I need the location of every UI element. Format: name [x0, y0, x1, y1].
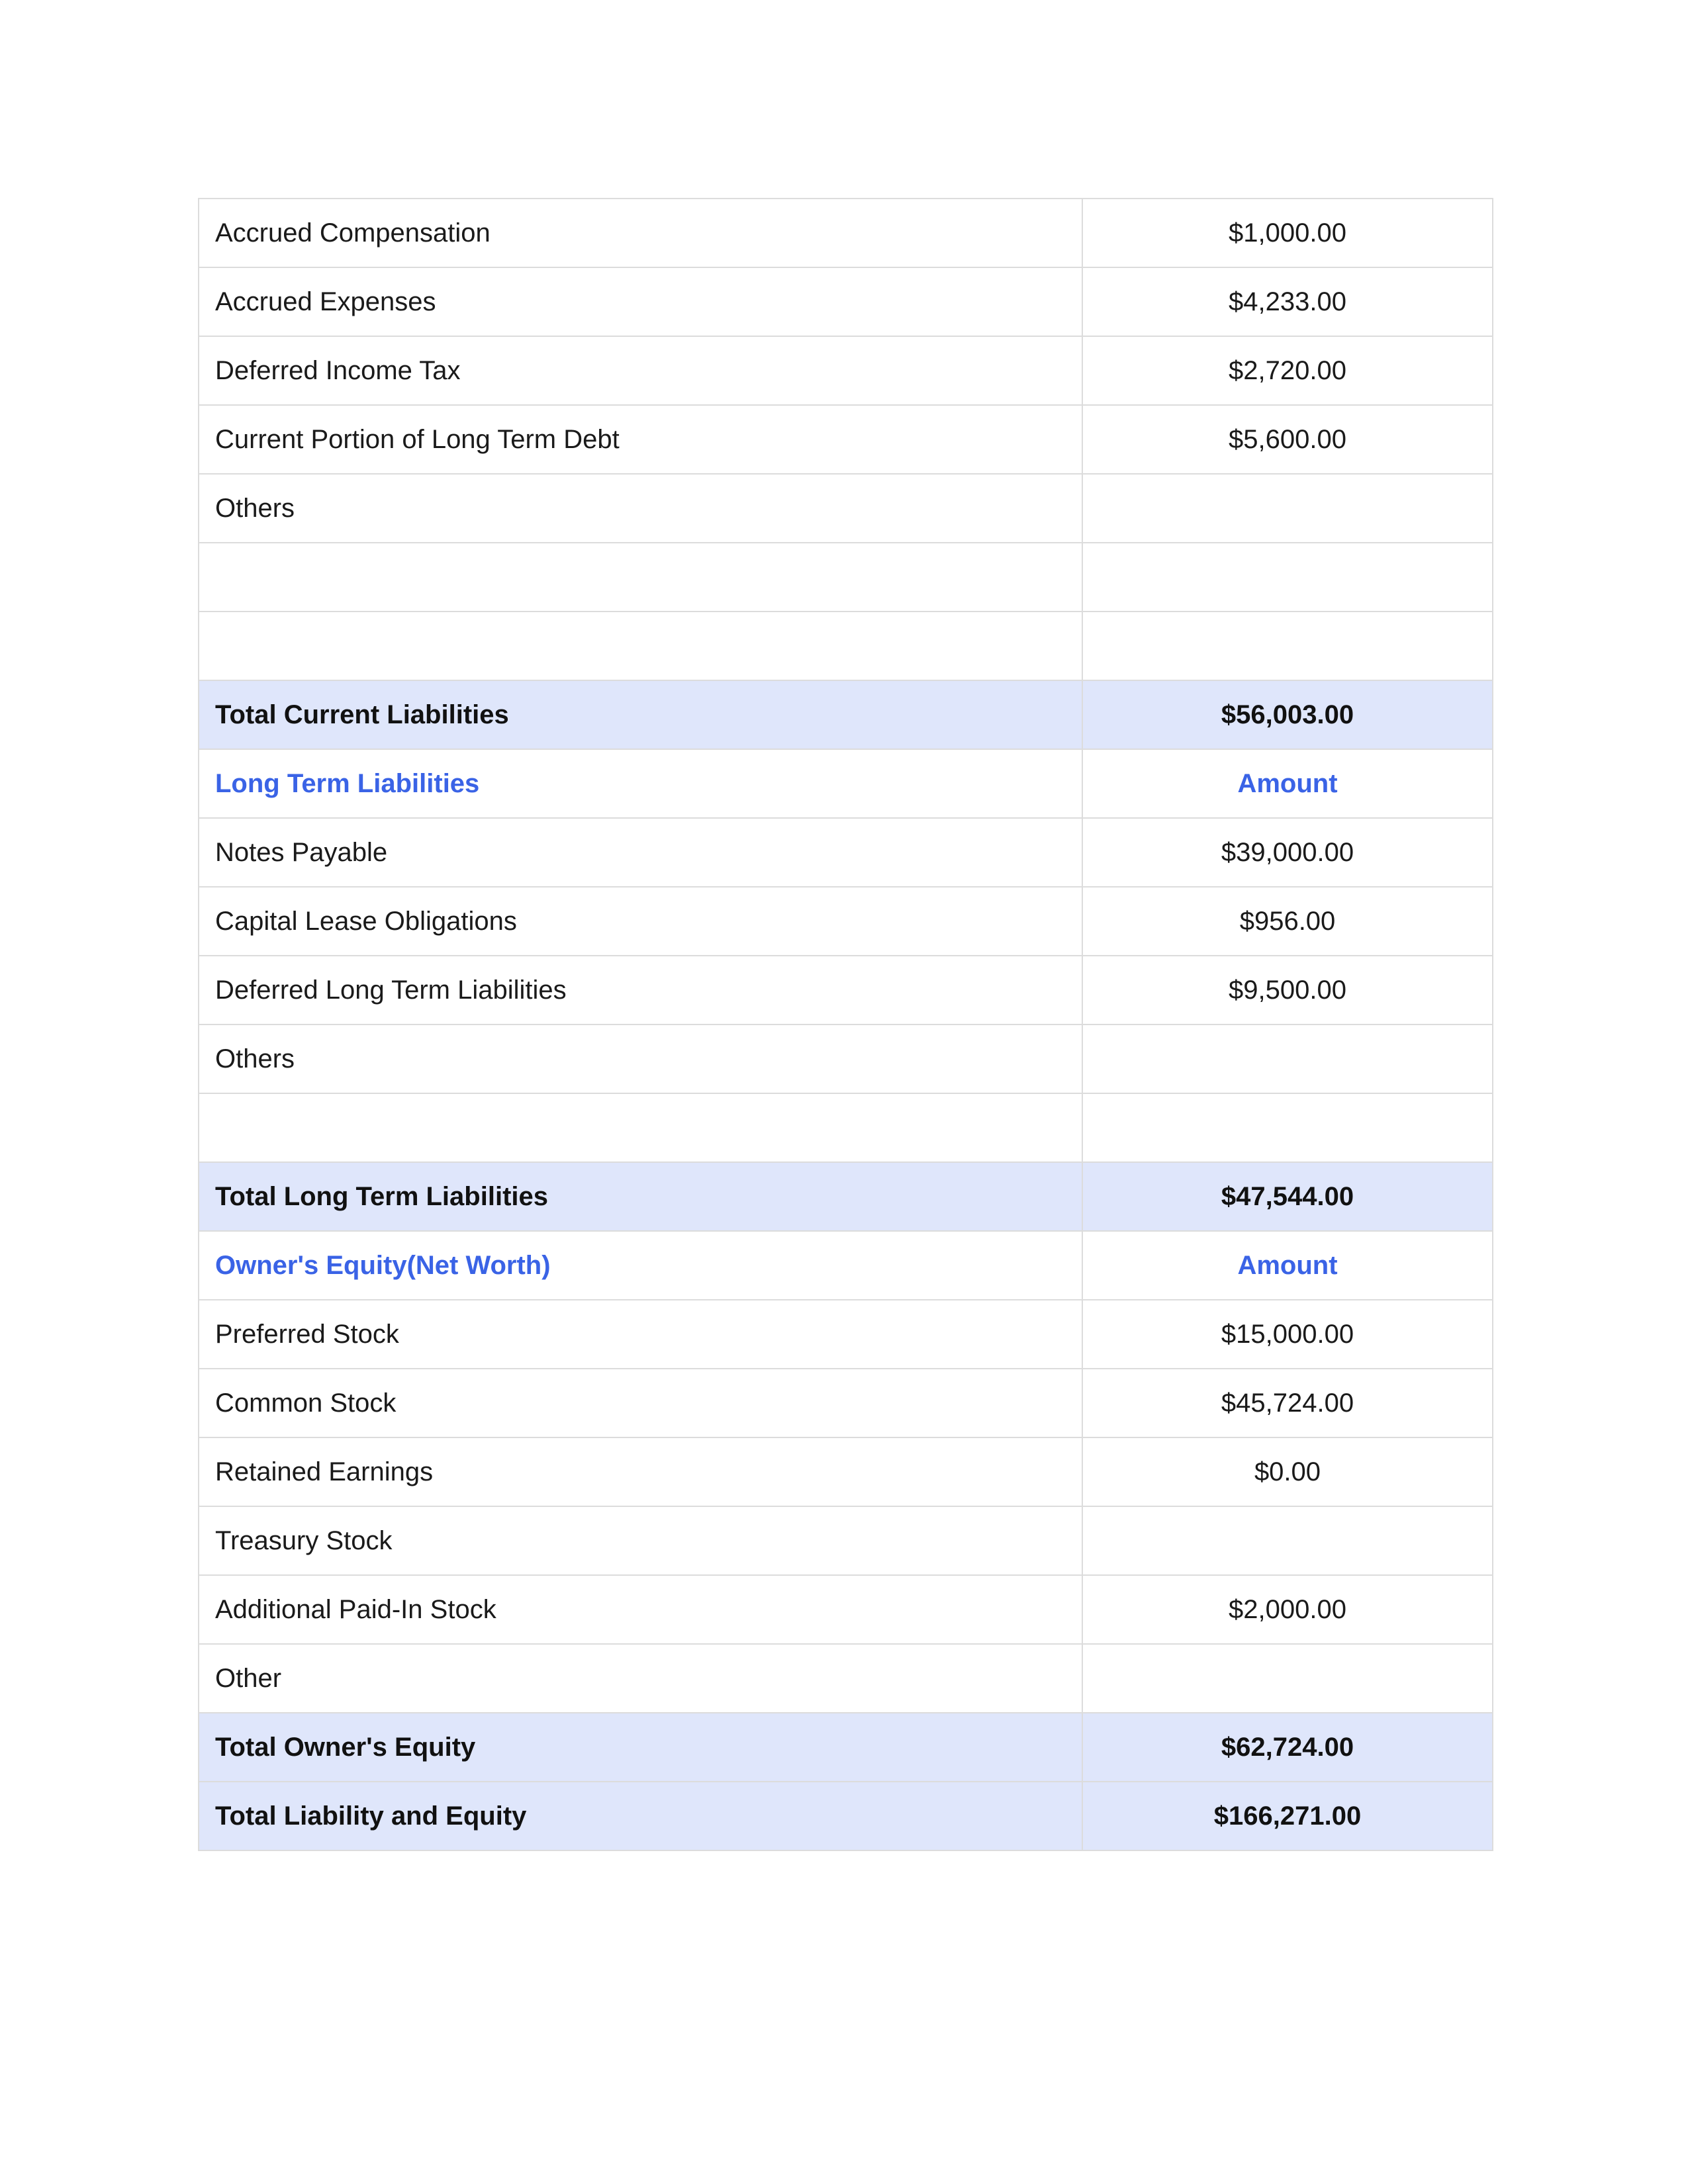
row-label: Deferred Income Tax: [199, 336, 1082, 405]
table-row: [199, 1644, 1493, 1713]
table-row: [199, 405, 1493, 474]
total-amount: $62,724.00: [1082, 1713, 1493, 1782]
row-amount: [1082, 612, 1493, 680]
row-label: Other: [199, 1644, 1082, 1713]
table-row: [199, 267, 1493, 336]
section-title: Long Term Liabilities: [199, 749, 1082, 818]
row-amount: $4,233.00: [1082, 267, 1493, 336]
total-amount: $166,271.00: [1082, 1782, 1493, 1850]
table-row: [199, 474, 1493, 543]
row-amount: $15,000.00: [1082, 1300, 1493, 1369]
row-amount: [1082, 1093, 1493, 1162]
total-row-long-term-liabilities: [199, 1162, 1493, 1231]
table-row: [199, 1506, 1493, 1575]
table-row-empty: [199, 612, 1493, 680]
row-label: Additional Paid-In Stock: [199, 1575, 1082, 1644]
section-header-long-term-liabilities: [199, 749, 1493, 818]
row-label: Deferred Long Term Liabilities: [199, 956, 1082, 1024]
total-row-current-liabilities: [199, 680, 1493, 749]
row-amount: $0.00: [1082, 1437, 1493, 1506]
row-amount: $2,000.00: [1082, 1575, 1493, 1644]
total-label: Total Owner's Equity: [199, 1713, 1082, 1782]
table-row-empty: [199, 543, 1493, 612]
row-label: Current Portion of Long Term Debt: [199, 405, 1082, 474]
total-label: Total Current Liabilities: [199, 680, 1082, 749]
section-title: Owner's Equity(Net Worth): [199, 1231, 1082, 1300]
row-amount: [1082, 1644, 1493, 1713]
section-amount-header: Amount: [1082, 749, 1493, 818]
total-label: Total Long Term Liabilities: [199, 1162, 1082, 1231]
row-label: Treasury Stock: [199, 1506, 1082, 1575]
row-amount: $45,724.00: [1082, 1369, 1493, 1437]
row-label: Preferred Stock: [199, 1300, 1082, 1369]
table-row: [199, 1300, 1493, 1369]
row-label: Accrued Expenses: [199, 267, 1082, 336]
row-label: Accrued Compensation: [199, 199, 1082, 267]
total-row-liability-and-equity: [199, 1782, 1493, 1850]
row-amount: [1082, 1506, 1493, 1575]
row-amount: $1,000.00: [1082, 199, 1493, 267]
table-row: [199, 818, 1493, 887]
row-amount: [1082, 1024, 1493, 1093]
table-row: [199, 336, 1493, 405]
row-label: Others: [199, 474, 1082, 543]
total-amount: $47,544.00: [1082, 1162, 1493, 1231]
row-amount: $9,500.00: [1082, 956, 1493, 1024]
total-label: Total Liability and Equity: [199, 1782, 1082, 1850]
table-row: [199, 1369, 1493, 1437]
row-amount: $956.00: [1082, 887, 1493, 956]
row-label: Common Stock: [199, 1369, 1082, 1437]
row-label: [199, 543, 1082, 612]
row-label: [199, 612, 1082, 680]
row-label: Others: [199, 1024, 1082, 1093]
table-row-empty: [199, 1093, 1493, 1162]
row-amount: $2,720.00: [1082, 336, 1493, 405]
row-amount: [1082, 474, 1493, 543]
row-label: Notes Payable: [199, 818, 1082, 887]
section-amount-header: Amount: [1082, 1231, 1493, 1300]
balance-sheet-table: [198, 198, 1493, 1851]
row-label: Retained Earnings: [199, 1437, 1082, 1506]
table-row: [199, 1575, 1493, 1644]
row-amount: [1082, 543, 1493, 612]
row-amount: $39,000.00: [1082, 818, 1493, 887]
table-row: [199, 1437, 1493, 1506]
table-row: [199, 199, 1493, 267]
row-label: Capital Lease Obligations: [199, 887, 1082, 956]
table-row: [199, 956, 1493, 1024]
row-label: [199, 1093, 1082, 1162]
balance-sheet-body: [199, 199, 1493, 1850]
total-row-owners-equity: [199, 1713, 1493, 1782]
row-amount: $5,600.00: [1082, 405, 1493, 474]
section-header-owners-equity: [199, 1231, 1493, 1300]
total-amount: $56,003.00: [1082, 680, 1493, 749]
table-row: [199, 887, 1493, 956]
table-row: [199, 1024, 1493, 1093]
